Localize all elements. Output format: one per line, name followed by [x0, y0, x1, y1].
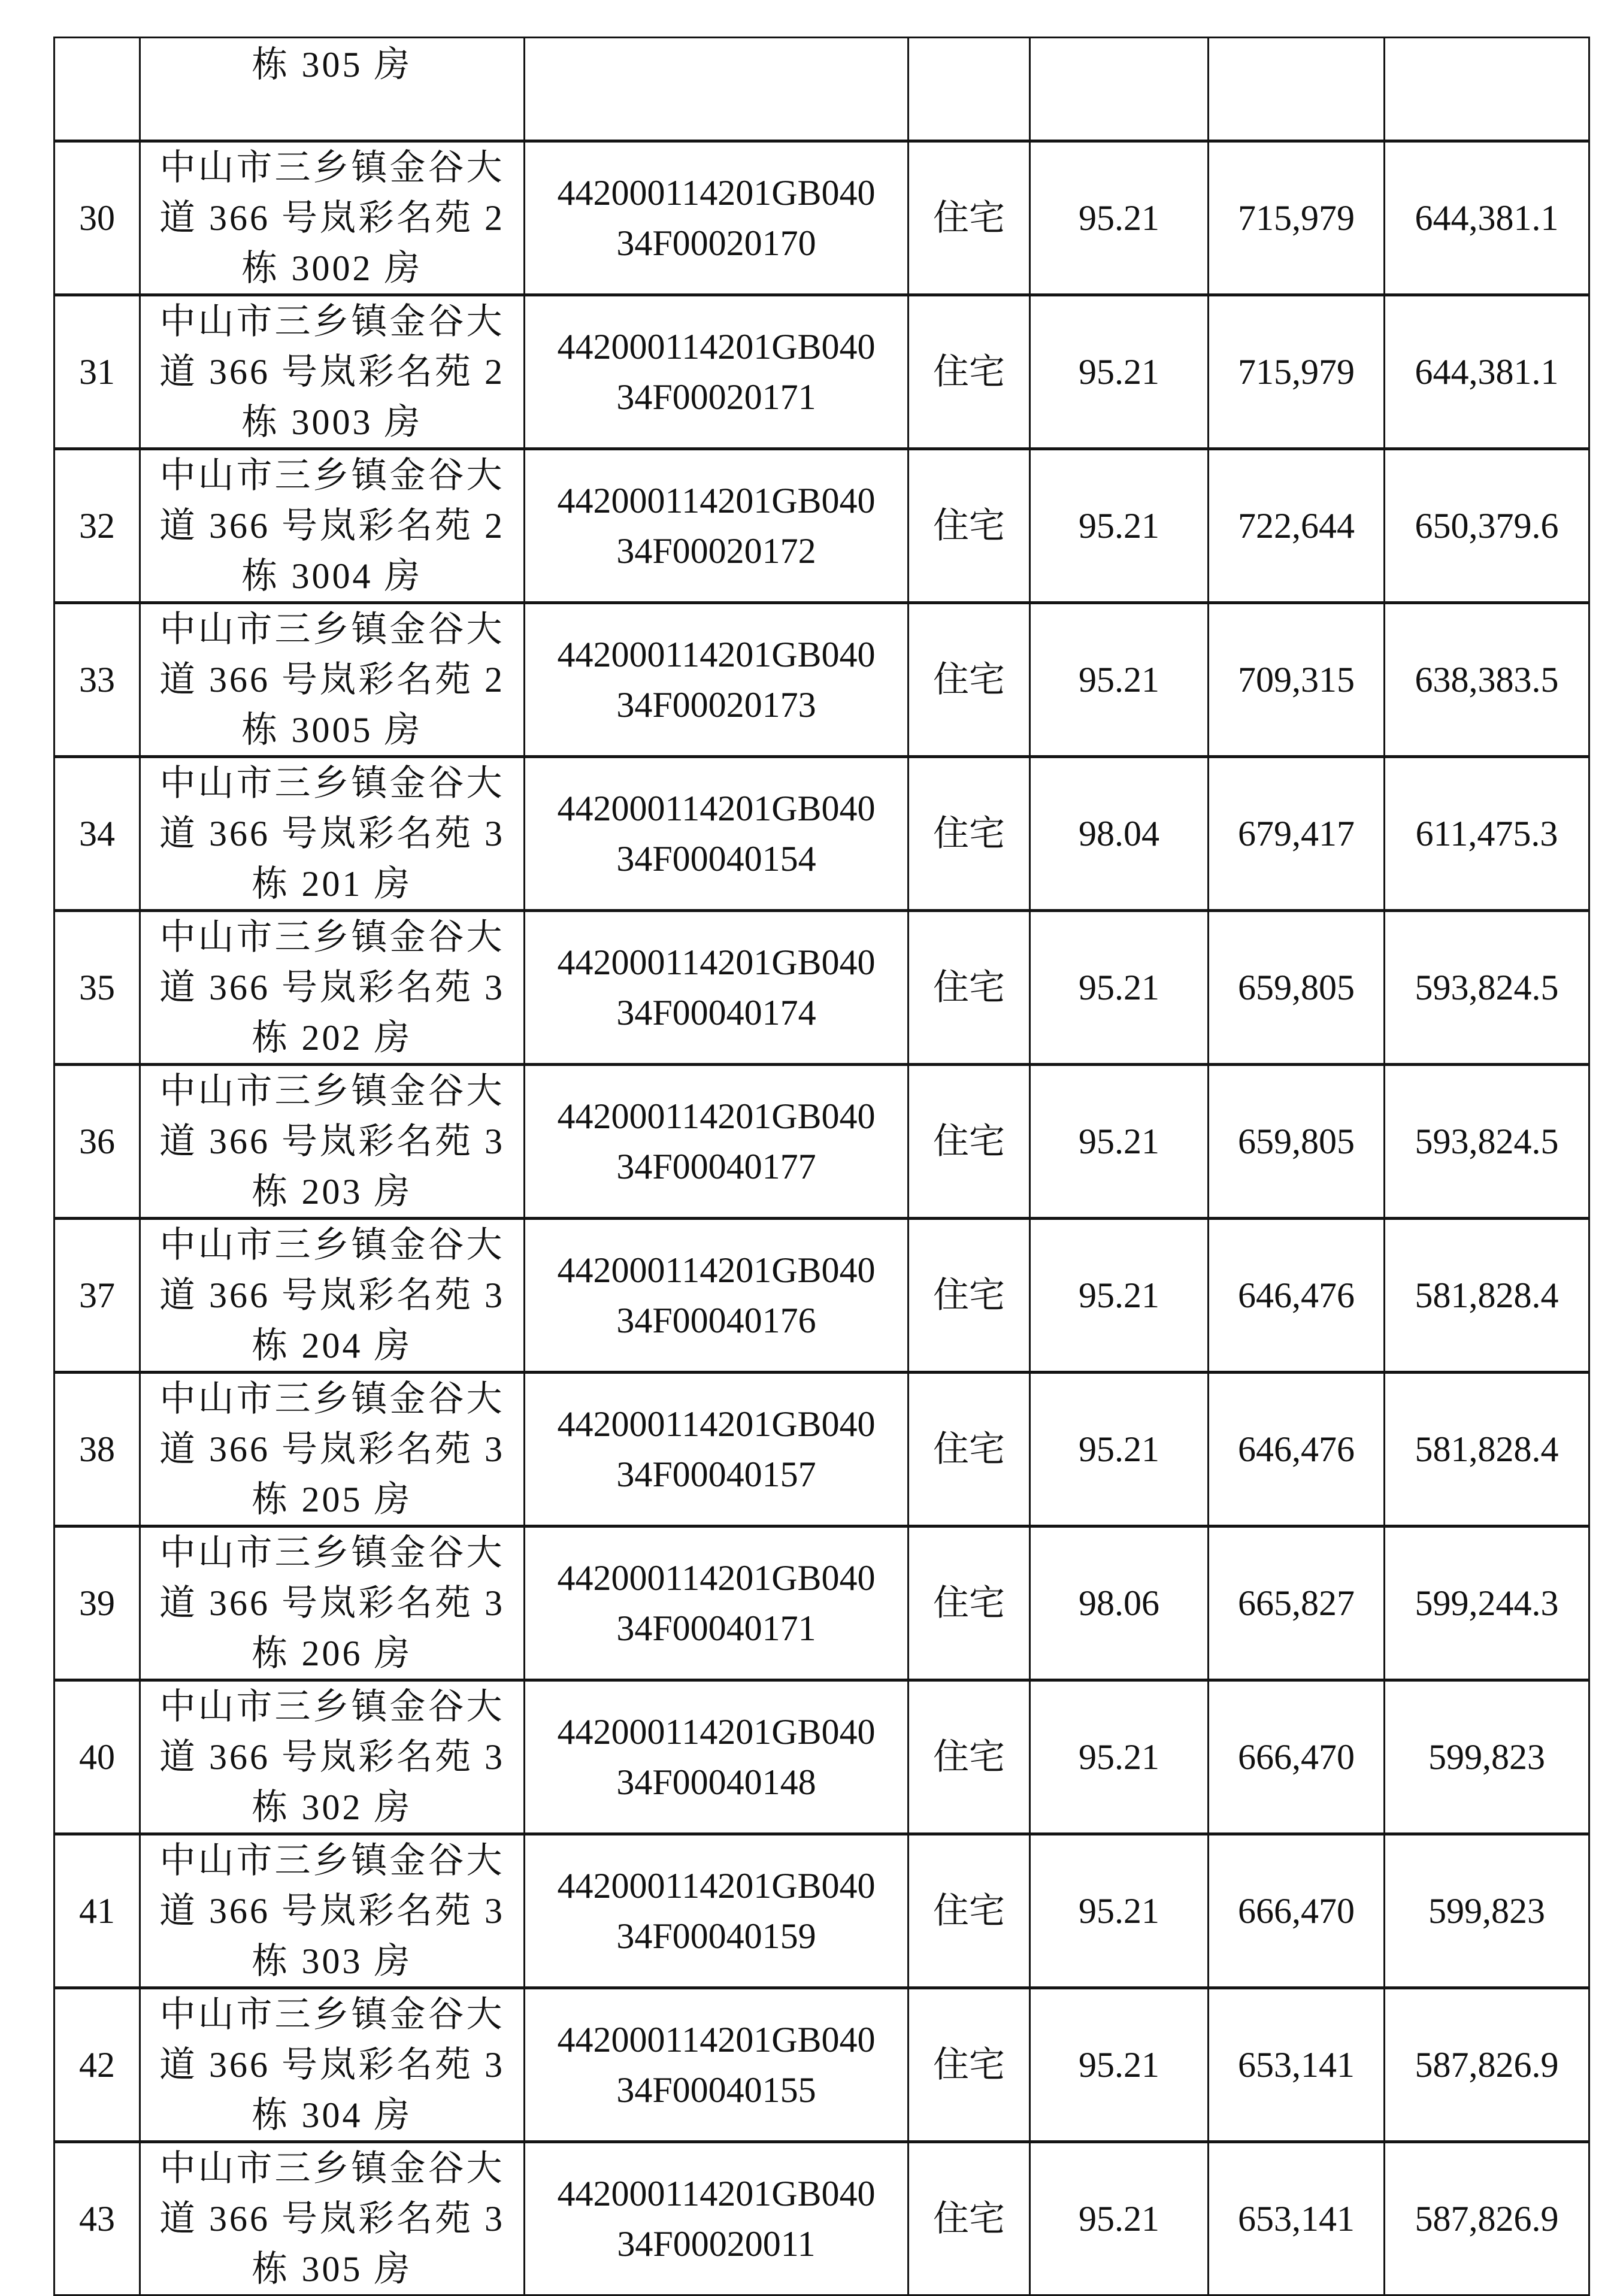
cell-address [140, 1219, 525, 1373]
table-row [54, 1988, 1589, 2142]
cell-value-b: 599,823 [1385, 1680, 1589, 1834]
cell-use: 住宅 [909, 1988, 1030, 2142]
cell-value-a: 709,315 [1209, 603, 1385, 757]
address-line: 栋 206 房 [252, 1634, 413, 1673]
address-line: 中山市三乡镇金谷大 [159, 917, 505, 957]
address-line: 中山市三乡镇金谷大 [159, 302, 505, 341]
cell-value-b: 644,381.1 [1385, 295, 1589, 449]
cell-value-a: 646,476 [1209, 1373, 1385, 1526]
cell-value-b: 581,828.4 [1385, 1373, 1589, 1526]
address-line: 栋 203 房 [252, 1172, 413, 1211]
address-line: 道 366 号岚彩名苑 2 [159, 198, 505, 238]
cell-use: 住宅 [909, 1065, 1030, 1219]
address-line: 栋 201 房 [252, 864, 413, 904]
cell-value-a: 653,141 [1209, 1988, 1385, 2142]
cell-value-b: 599,244.3 [1385, 1526, 1589, 1680]
code-line: 34F00040171 [616, 1609, 816, 1648]
code-line: 442000114201GB040 [557, 1096, 876, 1136]
address-line: 中山市三乡镇金谷大 [159, 1225, 505, 1265]
address-line: 栋 305 房 [252, 45, 413, 84]
cell-area: 95.21 [1030, 603, 1209, 757]
cell-value-b [1385, 38, 1589, 141]
cell-use: 住宅 [909, 603, 1030, 757]
cell-value-a: 666,470 [1209, 1834, 1385, 1988]
cell-no: 38 [54, 1373, 140, 1526]
address-line: 中山市三乡镇金谷大 [159, 1841, 505, 1880]
cell-no: 42 [54, 1988, 140, 2142]
address-line: 栋 205 房 [252, 1480, 413, 1519]
address-line: 中山市三乡镇金谷大 [159, 1687, 505, 1726]
address-line: 道 366 号岚彩名苑 3 [159, 2045, 505, 2085]
table-row [54, 603, 1589, 757]
cell-value-a: 715,979 [1209, 295, 1385, 449]
cell-code [525, 1834, 909, 1988]
code-line: 442000114201GB040 [557, 2174, 876, 2213]
address-line: 道 366 号岚彩名苑 3 [159, 1891, 505, 1931]
address-line: 栋 202 房 [252, 1018, 413, 1058]
address-line: 中山市三乡镇金谷大 [159, 610, 505, 649]
cell-address [140, 911, 525, 1065]
cell-area: 95.21 [1030, 1834, 1209, 1988]
cell-address [140, 1988, 525, 2142]
cell-address [140, 1373, 525, 1526]
cell-no: 31 [54, 295, 140, 449]
address-line: 栋 302 房 [252, 1788, 413, 1827]
cell-address [140, 1526, 525, 1680]
cell-address [140, 141, 525, 295]
code-line: 442000114201GB040 [557, 2020, 876, 2059]
code-line: 34F00020173 [616, 685, 816, 725]
cell-no: 34 [54, 757, 140, 911]
cell-address [140, 38, 525, 141]
cell-value-a: 659,805 [1209, 911, 1385, 1065]
address-line: 道 366 号岚彩名苑 3 [159, 1737, 505, 1777]
cell-no: 39 [54, 1526, 140, 1680]
cell-code [525, 603, 909, 757]
cell-code [525, 1373, 909, 1526]
code-line: 442000114201GB040 [557, 1404, 876, 1444]
address-line: 栋 304 房 [252, 2095, 413, 2135]
cell-address [140, 757, 525, 911]
cell-value-a: 665,827 [1209, 1526, 1385, 1680]
cell-value-a: 646,476 [1209, 1219, 1385, 1373]
address-line: 道 366 号岚彩名苑 3 [159, 1583, 505, 1623]
code-line: 442000114201GB040 [557, 635, 876, 674]
table-row-continuation [54, 38, 1589, 141]
address-line: 栋 3003 房 [241, 402, 423, 442]
table-row [54, 1065, 1589, 1219]
cell-code [525, 295, 909, 449]
table-row [54, 449, 1589, 603]
address-line: 道 366 号岚彩名苑 3 [159, 814, 505, 853]
table-row [54, 1373, 1589, 1526]
cell-address [140, 603, 525, 757]
address-line: 中山市三乡镇金谷大 [159, 764, 505, 803]
code-line: 442000114201GB040 [557, 1250, 876, 1290]
address-line: 道 366 号岚彩名苑 2 [159, 660, 505, 699]
cell-value-b: 650,379.6 [1385, 449, 1589, 603]
cell-code [525, 1680, 909, 1834]
cell-use: 住宅 [909, 1680, 1030, 1834]
address-line: 栋 204 房 [252, 1326, 413, 1365]
cell-code [525, 38, 909, 141]
code-line: 34F00040157 [616, 1455, 816, 1494]
cell-address [140, 449, 525, 603]
address-line: 道 366 号岚彩名苑 3 [159, 1429, 505, 1469]
cell-code [525, 1219, 909, 1373]
code-line: 34F00040155 [616, 2070, 816, 2110]
cell-area: 95.21 [1030, 1988, 1209, 2142]
cell-value-b: 638,383.5 [1385, 603, 1589, 757]
cell-area: 95.21 [1030, 911, 1209, 1065]
cell-code [525, 757, 909, 911]
address-line: 中山市三乡镇金谷大 [159, 456, 505, 495]
cell-no: 36 [54, 1065, 140, 1219]
code-line: 34F00040159 [616, 1916, 816, 1956]
cell-value-b: 581,828.4 [1385, 1219, 1589, 1373]
cell-use: 住宅 [909, 2142, 1030, 2295]
table-row [54, 1219, 1589, 1373]
cell-area: 95.21 [1030, 295, 1209, 449]
cell-address [140, 1680, 525, 1834]
code-line: 34F00040174 [616, 993, 816, 1032]
cell-no: 35 [54, 911, 140, 1065]
cell-no: 40 [54, 1680, 140, 1834]
cell-use: 住宅 [909, 449, 1030, 603]
address-line: 中山市三乡镇金谷大 [159, 148, 505, 187]
cell-code [525, 911, 909, 1065]
cell-use: 住宅 [909, 1526, 1030, 1680]
cell-address [140, 2142, 525, 2295]
address-line: 栋 305 房 [252, 2249, 413, 2289]
cell-no: 37 [54, 1219, 140, 1373]
table-row [54, 295, 1589, 449]
table-row [54, 141, 1589, 295]
code-line: 442000114201GB040 [557, 327, 876, 366]
cell-value-a: 653,141 [1209, 2142, 1385, 2295]
code-line: 34F00020011 [617, 2224, 816, 2264]
table-row [54, 1834, 1589, 1988]
address-line: 道 366 号岚彩名苑 2 [159, 506, 505, 546]
cell-value-b: 611,475.3 [1385, 757, 1589, 911]
cell-value-a: 715,979 [1209, 141, 1385, 295]
cell-area: 95.21 [1030, 1373, 1209, 1526]
cell-use: 住宅 [909, 141, 1030, 295]
address-line: 道 366 号岚彩名苑 3 [159, 1276, 505, 1315]
address-line: 道 366 号岚彩名苑 3 [159, 1122, 505, 1161]
cell-use: 住宅 [909, 295, 1030, 449]
address-line: 栋 3002 房 [241, 249, 423, 288]
cell-area: 95.21 [1030, 2142, 1209, 2295]
cell-area: 95.21 [1030, 141, 1209, 295]
table-row [54, 1526, 1589, 1680]
cell-code [525, 2142, 909, 2295]
cell-value-a: 722,644 [1209, 449, 1385, 603]
code-line: 34F00020172 [616, 531, 816, 571]
code-line: 34F00040148 [616, 1762, 816, 1802]
code-line: 442000114201GB040 [557, 1712, 876, 1752]
code-line: 34F00020170 [616, 223, 816, 263]
cell-use: 住宅 [909, 911, 1030, 1065]
table-row [54, 757, 1589, 911]
cell-no: 32 [54, 449, 140, 603]
property-table [53, 37, 1590, 2296]
cell-area: 95.21 [1030, 1680, 1209, 1834]
table-row [54, 1680, 1589, 1834]
address-line: 道 366 号岚彩名苑 2 [159, 352, 505, 392]
address-line: 中山市三乡镇金谷大 [159, 1533, 505, 1573]
cell-no [54, 38, 140, 141]
code-line: 442000114201GB040 [557, 173, 876, 213]
cell-no: 33 [54, 603, 140, 757]
address-line: 中山市三乡镇金谷大 [159, 1071, 505, 1111]
cell-use: 住宅 [909, 1834, 1030, 1988]
cell-use: 住宅 [909, 1219, 1030, 1373]
cell-value-a [1209, 38, 1385, 141]
cell-address [140, 1834, 525, 1988]
cell-address [140, 295, 525, 449]
code-line: 34F00040177 [616, 1147, 816, 1186]
cell-value-a: 679,417 [1209, 757, 1385, 911]
cell-area: 95.21 [1030, 1219, 1209, 1373]
cell-area: 98.04 [1030, 757, 1209, 911]
cell-code [525, 449, 909, 603]
cell-no: 30 [54, 141, 140, 295]
cell-use: 住宅 [909, 1373, 1030, 1526]
code-line: 442000114201GB040 [557, 1558, 876, 1598]
table-row [54, 2142, 1589, 2295]
cell-no: 43 [54, 2142, 140, 2295]
cell-code [525, 1526, 909, 1680]
address-line: 中山市三乡镇金谷大 [159, 2149, 505, 2188]
code-line: 34F00020171 [616, 377, 816, 417]
address-line: 中山市三乡镇金谷大 [159, 1995, 505, 2034]
cell-area [1030, 38, 1209, 141]
table-row [54, 911, 1589, 1065]
address-line: 栋 303 房 [252, 1941, 413, 1981]
code-line: 34F00040176 [616, 1301, 816, 1340]
cell-area: 98.06 [1030, 1526, 1209, 1680]
code-line: 442000114201GB040 [557, 789, 876, 828]
cell-use: 住宅 [909, 757, 1030, 911]
cell-area: 95.21 [1030, 1065, 1209, 1219]
cell-code [525, 1988, 909, 2142]
code-line: 442000114201GB040 [557, 481, 876, 520]
cell-value-b: 644,381.1 [1385, 141, 1589, 295]
address-line: 栋 3005 房 [241, 710, 423, 750]
cell-address [140, 1065, 525, 1219]
cell-area: 95.21 [1030, 449, 1209, 603]
cell-value-b: 587,826.9 [1385, 2142, 1589, 2295]
cell-value-a: 666,470 [1209, 1680, 1385, 1834]
cell-use [909, 38, 1030, 141]
cell-value-b: 599,823 [1385, 1834, 1589, 1988]
code-line: 442000114201GB040 [557, 943, 876, 982]
cell-no: 41 [54, 1834, 140, 1988]
address-line: 栋 3004 房 [241, 556, 423, 596]
cell-code [525, 1065, 909, 1219]
cell-value-a: 659,805 [1209, 1065, 1385, 1219]
code-line: 442000114201GB040 [557, 1866, 876, 1906]
cell-code [525, 141, 909, 295]
address-line: 道 366 号岚彩名苑 3 [159, 968, 505, 1007]
cell-value-b: 587,826.9 [1385, 1988, 1589, 2142]
cell-value-b: 593,824.5 [1385, 1065, 1589, 1219]
address-line: 中山市三乡镇金谷大 [159, 1379, 505, 1419]
cell-value-b: 593,824.5 [1385, 911, 1589, 1065]
address-line: 道 366 号岚彩名苑 3 [159, 2199, 505, 2239]
code-line: 34F00040154 [616, 839, 816, 879]
